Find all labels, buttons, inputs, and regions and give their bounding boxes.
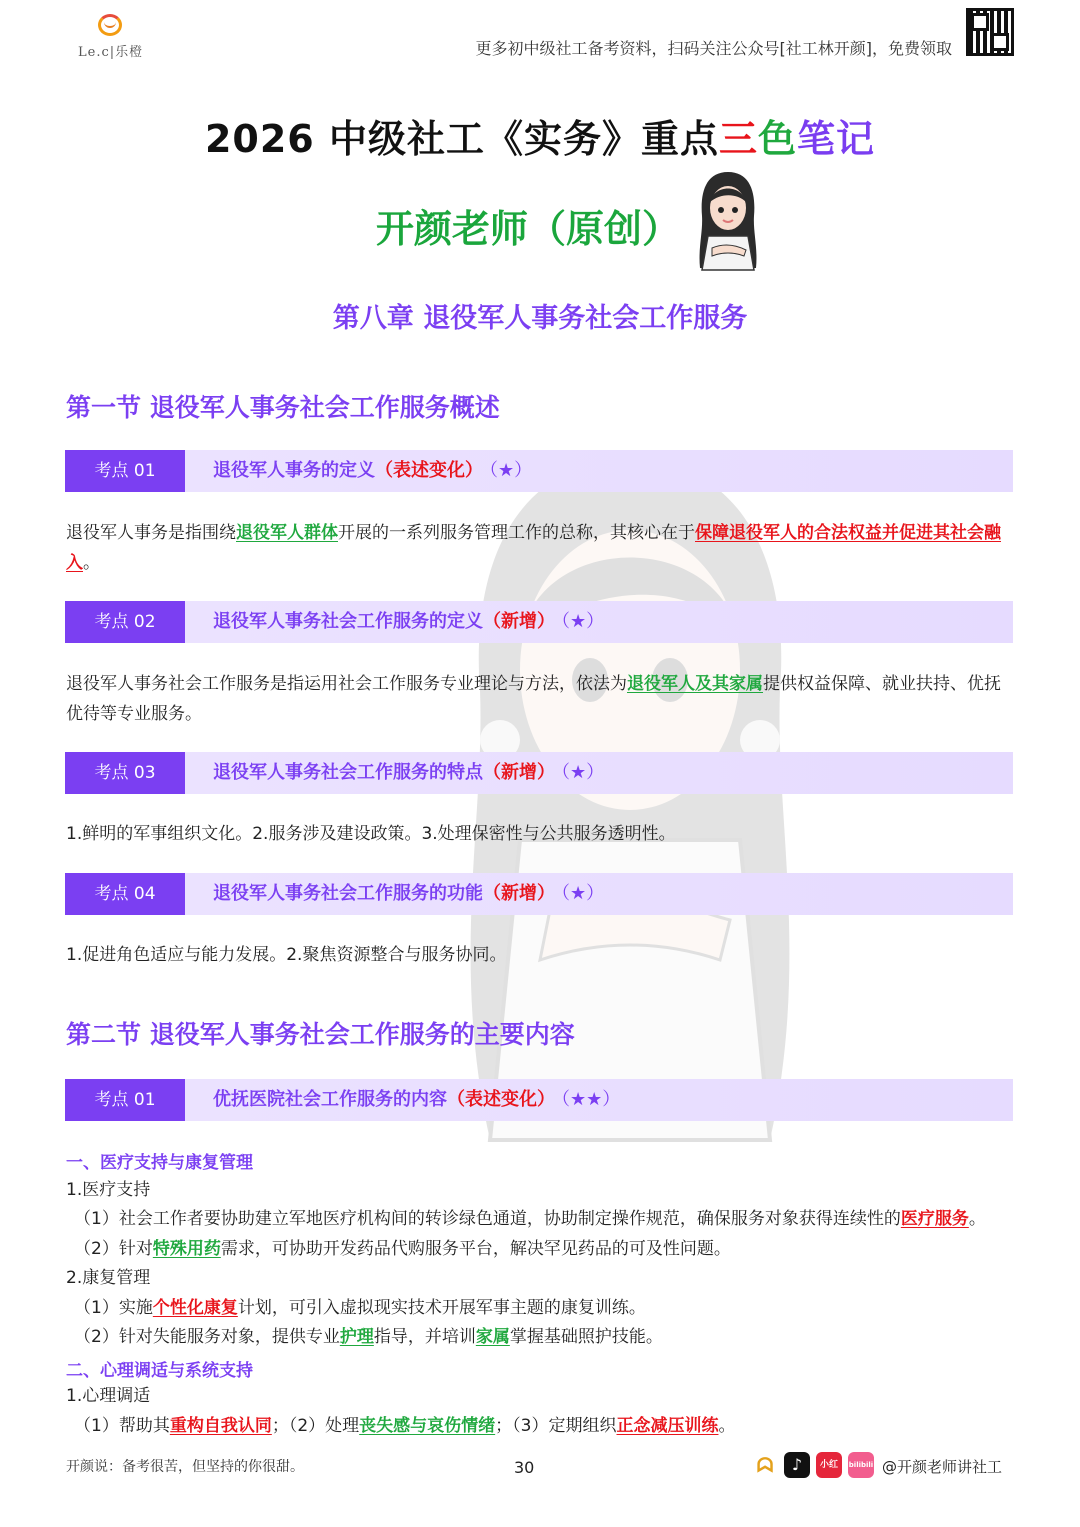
key-point-tag: 考点 04 [65, 873, 185, 915]
subheading: 一、医疗支持与康复管理 [66, 1153, 253, 1173]
qr-code-icon [966, 8, 1014, 56]
key-point-tag: 考点 03 [65, 752, 185, 794]
bilibili-icon[interactable]: bilibili [848, 1452, 874, 1478]
key-point-bar [65, 1079, 1013, 1121]
key-point-title: 退役军人事务的定义（表述变化） （★） [213, 460, 533, 481]
paragraph: 退役军人事务是指围绕退役军人群体开展的一系列服务管理工作的总称，其核心在于保障退役军人的合法权益并促进其社会融入。 [66, 523, 1001, 573]
page-title: 2026 中级社工《实务》重点三色笔记 [204, 117, 876, 161]
list-item: （1）社会工作者要协助建立军地医疗机构间的转诊绿色通道，协助制定操作规范，确保服务对象获得连续性的医疗服务。 [74, 1209, 986, 1229]
chapter-title: 第八章 退役军人事务社会工作服务 [332, 303, 748, 334]
xiaohongshu-icon[interactable]: 小红书 [816, 1452, 842, 1478]
key-point-bar [65, 873, 1013, 915]
key-point-title: 退役军人事务社会工作服务的功能（新增） （★） [213, 883, 605, 904]
list-item: （1）实施个性化康复计划，可引入虚拟现实技术开展军事主题的康复训练。 [74, 1298, 646, 1318]
section-2-title: 第二节 退役军人事务社会工作服务的主要内容 [66, 1020, 575, 1049]
list-item: 1.医疗支持 [66, 1180, 151, 1200]
subheading: 二、心理调适与系统支持 [66, 1361, 253, 1381]
header-bar [0, 0, 1080, 70]
list-item: （2）针对特殊用药需求，可协助开发药品代购服务平台，解决罕见药品的可及性问题。 [74, 1239, 731, 1259]
header-note: 更多初中级社工备考资料，扫码关注公众号[社工林开颜]，免费领取 [475, 39, 952, 58]
key-point-tag: 考点 01 [65, 450, 185, 492]
key-point-tag: 考点 02 [65, 601, 185, 643]
brand-logo [78, 14, 158, 58]
key-point-title: 优抚医院社会工作服务的内容（表述变化） （★★） [213, 1089, 621, 1110]
section-1-title: 第一节 退役军人事务社会工作服务概述 [66, 393, 500, 422]
key-point-tag: 考点 01 [65, 1079, 185, 1121]
author-label: 开颜老师（原创） [376, 207, 681, 251]
footer-motto: 开颜说：备考很苦，但坚持的你很甜。 [66, 1459, 304, 1475]
list-item: 1.心理调适 [66, 1386, 151, 1406]
key-point-bar [65, 601, 1013, 643]
list-item: 2.康复管理 [66, 1268, 151, 1288]
key-point-title: 退役军人事务社会工作服务的特点（新增） （★） [213, 762, 605, 783]
logo-text: Le.c|乐橙 [78, 45, 144, 60]
paragraph: 1.鲜明的军事组织文化。2.服务涉及建设政策。3.处理保密性与公共服务透明性。 [66, 824, 676, 844]
paragraph: 1.促进角色适应与能力发展。2.聚焦资源整合与服务协同。 [66, 945, 507, 965]
paragraph: 退役军人事务社会工作服务是指运用社会工作服务专业理论与方法，依法为退役军人及其家属提供权益保障、就业扶持、优抚优待等专业服务。 [66, 674, 1001, 724]
key-point-bar [65, 450, 1013, 492]
butterfly-icon[interactable]: ᗣ [752, 1452, 778, 1478]
social-handle: @开颜老师讲社工 [882, 1458, 1003, 1476]
key-point-bar [65, 752, 1013, 794]
page-number: 30 [514, 1458, 535, 1477]
key-point-title: 退役军人事务社会工作服务的定义（新增） （★） [213, 611, 605, 632]
list-item: （1）帮助其重构自我认同；（2）处理丧失感与哀伤情绪；（3）定期组织正念减压训练。 [74, 1416, 736, 1436]
tiktok-icon[interactable]: ♪ [784, 1452, 810, 1478]
list-item: （2）针对失能服务对象，提供专业护理指导，并培训家属掌握基础照护技能。 [74, 1327, 663, 1347]
teacher-avatar-icon [692, 168, 764, 272]
